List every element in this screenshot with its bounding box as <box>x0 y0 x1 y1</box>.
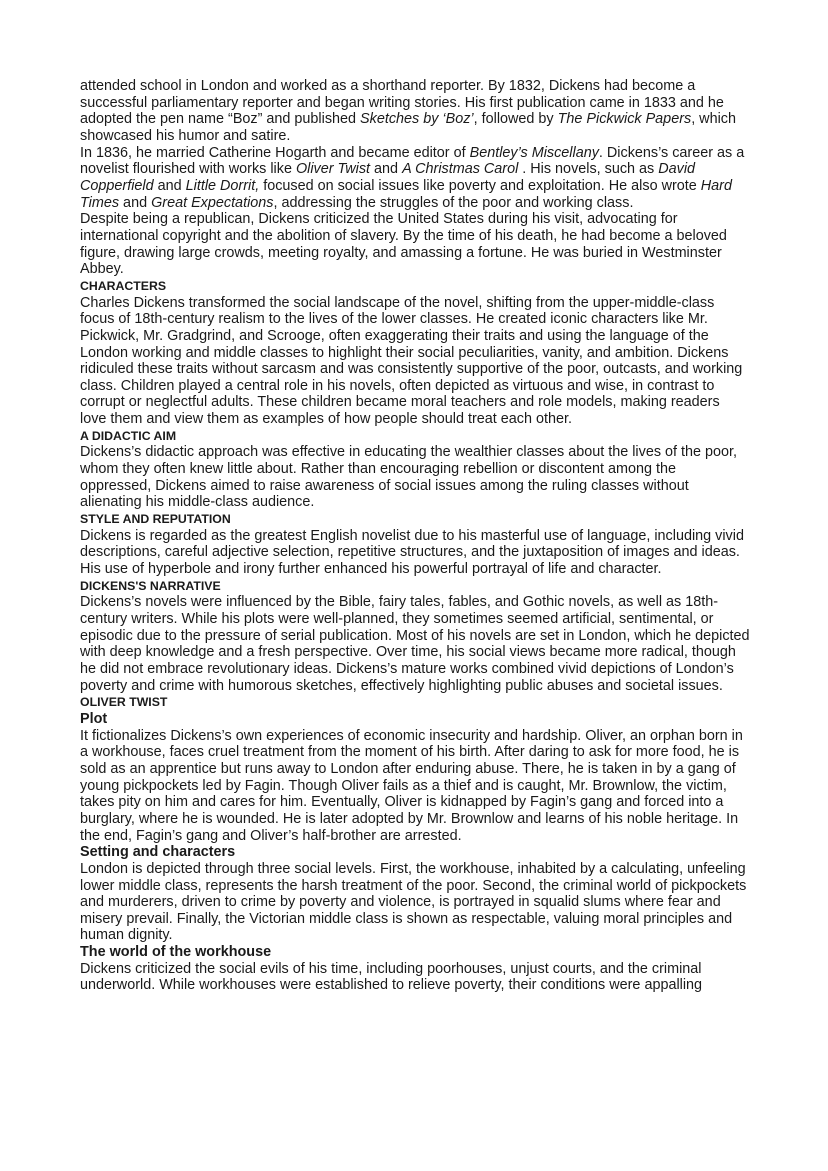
text-run: Dickens’s didactic approach was effective in educating the wealthier classes about the lives of the poor, whom they often knew little about. Rather than encouraging rebellion or discontent among the oppressed, Dickens aimed to raise awareness of social issues among the ruling classes without alienating his middle-class audience. <box>80 444 738 511</box>
text-run: Despite being a republican, Dickens criticized the United States during his visit, advocating for international copyright and the abolition of slavery. By the time of his death, he had become a beloved figure, drawing large crowds, meeting royalty, and amassing a fortune. He was buried in Westminster Abbey. <box>80 211 727 278</box>
document-page <box>80 78 750 994</box>
text-run: Dickens criticized the social evils of his time, including poorhouses, unjust courts, and the criminal underworld. While workhouses were established to relieve poverty, their conditions were appalling <box>80 960 703 994</box>
text-run: Dickens is regarded as the greatest English novelist due to his masterful use of language, including vivid descriptions, careful adjective selection, repetitive structures, and the juxtaposition of images and ideas. His use of hyperbole and irony further enhanced his powerful portrayal of life and character. <box>80 527 744 578</box>
text-run: It fictionalizes Dickens’s own experiences of economic insecurity and hardship. Oliver, an orphan born in a workhouse, faces cruel treatment from the moment of his birth. After daring to ask for more food, he is sold as an apprentice but runs away to London after enduring abuse. There, he is taken in by a gang of young pickpockets led by Fagin. Though Oliver fails as a thief and is caught, Mr. Brownlow, the victim, takes pity on him and cares for him. Eventually, Oliver is kidnapped by Fagin’s gang and forced into a burglary, where he is wounded. He is later adopted by Mr. Brownlow and learns of his noble heritage. In the end, Fagin’s gang and Oliver’s half-brother are arrested. <box>80 727 743 844</box>
paragraph-plot <box>80 728 750 845</box>
paragraph-biography-early <box>80 78 750 145</box>
heading-characters: CHARACTERS <box>80 278 167 293</box>
italic-title: David Copperfield <box>80 161 696 194</box>
text-run: Charles Dickens transformed the social landscape of the novel, shifting from the upper-middle-class focus of 18th-century realism to the lives of the lower classes. He created iconic characters like Mr. Pickwick, Mr. Gradgrind, and Scrooge, often exaggerating their traits and using the language of the London working and middle classes to highlight their social peculiarities, vanity, and ambition. Dickens ridiculed these traits without sarcasm and was consistently supportive of the poor, outcasts, and working class. Children played a central role in his novels, often depicted as virtuous and wise, in contrast to corrupt or neglectful adults. These children became moral teachers and role models, making readers love them and view them as examples of how people should treat each other. <box>80 294 743 428</box>
heading-style-reputation: STYLE AND REPUTATION <box>80 512 231 527</box>
italic-title: The Pickwick Papers <box>557 111 692 128</box>
italic-title: Oliver Twist <box>295 161 371 178</box>
paragraph-biography-later <box>80 211 750 278</box>
heading-didactic-aim: A DIDACTIC AIM <box>80 428 177 443</box>
text-run: . Dickens’s career as a novelist flourished with works like <box>80 144 745 178</box>
paragraph-biography-career <box>80 145 750 212</box>
paragraph-dickens-narrative <box>80 594 750 694</box>
text-run: , followed by <box>473 111 558 128</box>
text-run: , addressing the struggles of the poor and working class. <box>273 194 634 211</box>
italic-title: Sketches by ‘Boz’ <box>360 111 474 128</box>
subheading-setting-characters: Setting and characters <box>80 844 236 861</box>
paragraph-characters <box>80 295 750 428</box>
text-run: , which showcased his humor and satire. <box>80 111 736 144</box>
text-run: focused on social issues like poverty and exploitation. He also wrote <box>259 177 701 194</box>
subheading-plot: Plot <box>80 710 108 727</box>
text-run: and <box>153 177 186 194</box>
paragraph-workhouse <box>80 961 750 994</box>
subheading-workhouse: The world of the workhouse <box>80 944 272 961</box>
italic-title: Hard Times <box>80 177 732 211</box>
text-run: and <box>119 194 152 211</box>
text-run: and <box>370 161 403 178</box>
heading-oliver-twist: OLIVER TWIST <box>80 695 168 710</box>
text-run: London is depicted through three social levels. First, the workhouse, inhabited by a calculating, unfeeling lower middle class, represents the harsh treatment of the poor. Second, the criminal world of pickpockets and murderers, driven to crime by poverty and violence, is portrayed in squalid slums where fear and misery prevail. Finally, the Victorian middle class is shown as respectable, valuing moral principles and human dignity. <box>80 860 747 944</box>
paragraph-setting-characters <box>80 861 750 944</box>
italic-title: Little Dorrit, <box>185 177 260 194</box>
text-run: attended school in London and worked as a shorthand reporter. By 1832, Dickens had become a successful parliamentary reporter and began writing stories. His first publication came in 1833 and he adopted the pen name “Boz” and published <box>80 78 724 128</box>
heading-dickens-narrative: DICKENS'S NARRATIVE <box>80 578 221 593</box>
italic-title: Bentley’s Miscellany <box>469 144 599 161</box>
text-run: Dickens’s novels were influenced by the Bible, fairy tales, fables, and Gothic novels, as well as 18th-century writers. While his plots were well-planned, they sometimes seemed artificial, sentimental, or episodic due to the pressure of serial publication. Most of his novels are set in London, which he depicted with deep knowledge and a fresh perspective. Over time, his social views became more radical, though he did not embrace revolutionary ideas. Dickens’s mature works combined vivid depictions of London’s poverty and crime with humorous sketches, effectively highlighting public abuses and societal issues. <box>80 594 750 694</box>
paragraph-didactic-aim <box>80 444 750 511</box>
paragraph-style-reputation <box>80 528 750 578</box>
italic-title: Great Expectations <box>151 194 274 211</box>
text-run: . His novels, such as <box>518 161 659 178</box>
italic-title: A Christmas Carol <box>402 161 519 178</box>
text-run: In 1836, he married Catherine Hogarth and became editor of <box>80 144 470 161</box>
